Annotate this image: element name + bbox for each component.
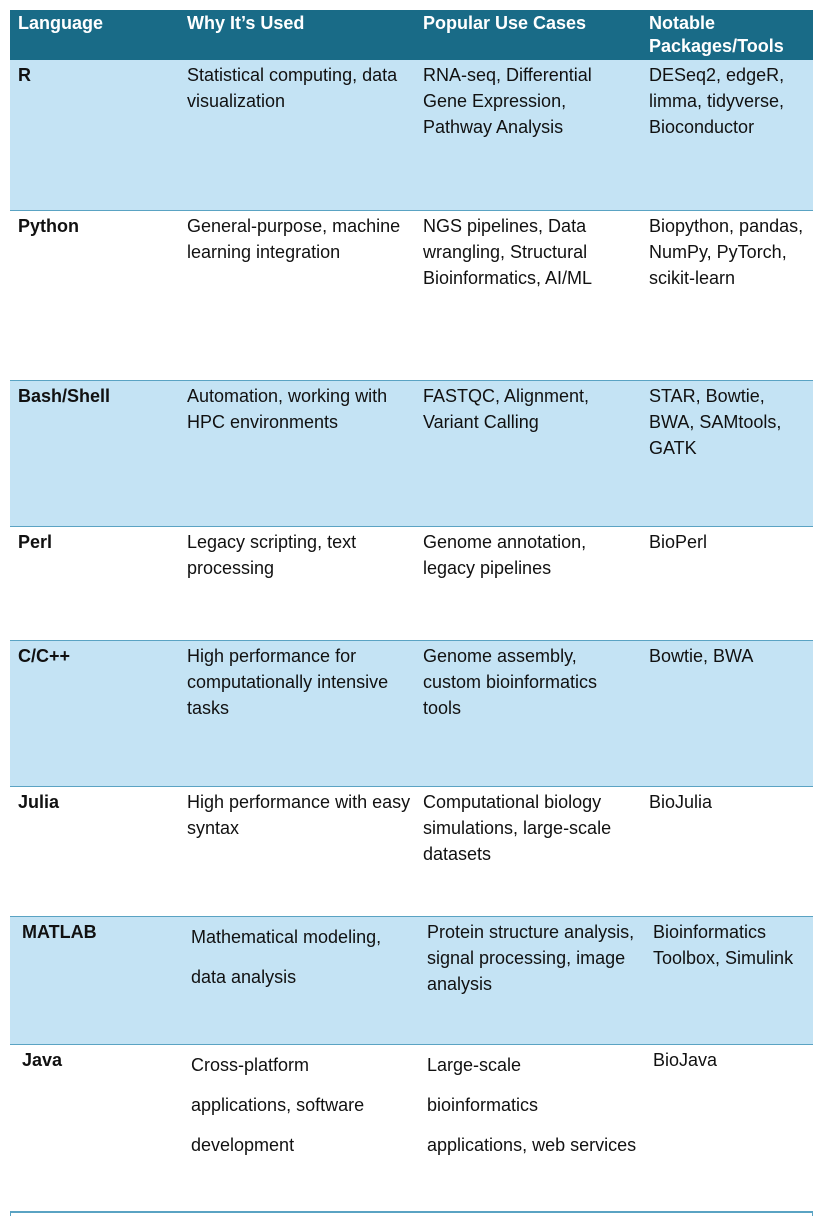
- cell-why-used: High performance for computationally intensive tasks: [179, 640, 415, 786]
- cell-packages: BioPerl: [641, 526, 813, 640]
- cell-packages: BioJava: [641, 1044, 813, 1212]
- table-row: [10, 380, 813, 526]
- header-language: Language: [10, 10, 179, 60]
- header-why-used: Why It’s Used: [179, 10, 415, 60]
- table-row: [10, 640, 813, 786]
- cell-language: Java: [10, 1044, 179, 1212]
- table-row: [10, 916, 813, 1044]
- cell-why-used: Automation, working with HPC environments: [179, 380, 415, 526]
- header-use-cases: Popular Use Cases: [415, 10, 641, 60]
- languages-table: [10, 10, 813, 1213]
- cell-packages: DESeq2, edgeR, limma, tidyverse, Bioconductor: [641, 60, 813, 210]
- cell-language: Bash/Shell: [10, 380, 179, 526]
- cell-use-cases: FASTQC, Alignment, Variant Calling: [415, 380, 641, 526]
- table-row: [10, 1044, 813, 1212]
- table-row: [10, 210, 813, 380]
- cell-use-cases: Computational biology simulations, large-scale datasets: [415, 786, 641, 916]
- header-packages: Notable Packages/Tools: [641, 10, 813, 60]
- cell-use-cases: Large-scale bioinformatics applications, web services: [415, 1044, 641, 1212]
- cell-language: R: [10, 60, 179, 210]
- cell-use-cases: Genome assembly, custom bioinformatics tools: [415, 640, 641, 786]
- cell-packages: BioJulia: [641, 786, 813, 916]
- cell-packages: Biopython, pandas, NumPy, PyTorch, scikit-learn: [641, 210, 813, 380]
- cell-language: C/C++: [10, 640, 179, 786]
- cell-why-used: Legacy scripting, text processing: [179, 526, 415, 640]
- table-row: [10, 60, 813, 210]
- cell-language: MATLAB: [10, 916, 179, 1044]
- cell-packages: Bowtie, BWA: [641, 640, 813, 786]
- cell-packages: Bioinformatics Toolbox, Simulink: [641, 916, 813, 1044]
- cell-language: Julia: [10, 786, 179, 916]
- cell-use-cases: Genome annotation, legacy pipelines: [415, 526, 641, 640]
- table-row: [10, 526, 813, 640]
- table-row: [10, 786, 813, 916]
- cell-use-cases: RNA-seq, Differential Gene Expression, Pathway Analysis: [415, 60, 641, 210]
- cell-why-used: Cross-platform applications, software development: [179, 1044, 415, 1212]
- cell-why-used: Mathematical modeling, data analysis: [179, 916, 415, 1044]
- cell-why-used: High performance with easy syntax: [179, 786, 415, 916]
- cell-packages: STAR, Bowtie, BWA, SAMtools, GATK: [641, 380, 813, 526]
- cell-why-used: Statistical computing, data visualization: [179, 60, 415, 210]
- cell-use-cases: NGS pipelines, Data wrangling, Structural Bioinformatics, AI/ML: [415, 210, 641, 380]
- header-row: [10, 10, 813, 60]
- cell-language: Perl: [10, 526, 179, 640]
- cell-use-cases: Protein structure analysis, signal processing, image analysis: [415, 916, 641, 1044]
- cell-language: Python: [10, 210, 179, 380]
- cell-why-used: General-purpose, machine learning integration: [179, 210, 415, 380]
